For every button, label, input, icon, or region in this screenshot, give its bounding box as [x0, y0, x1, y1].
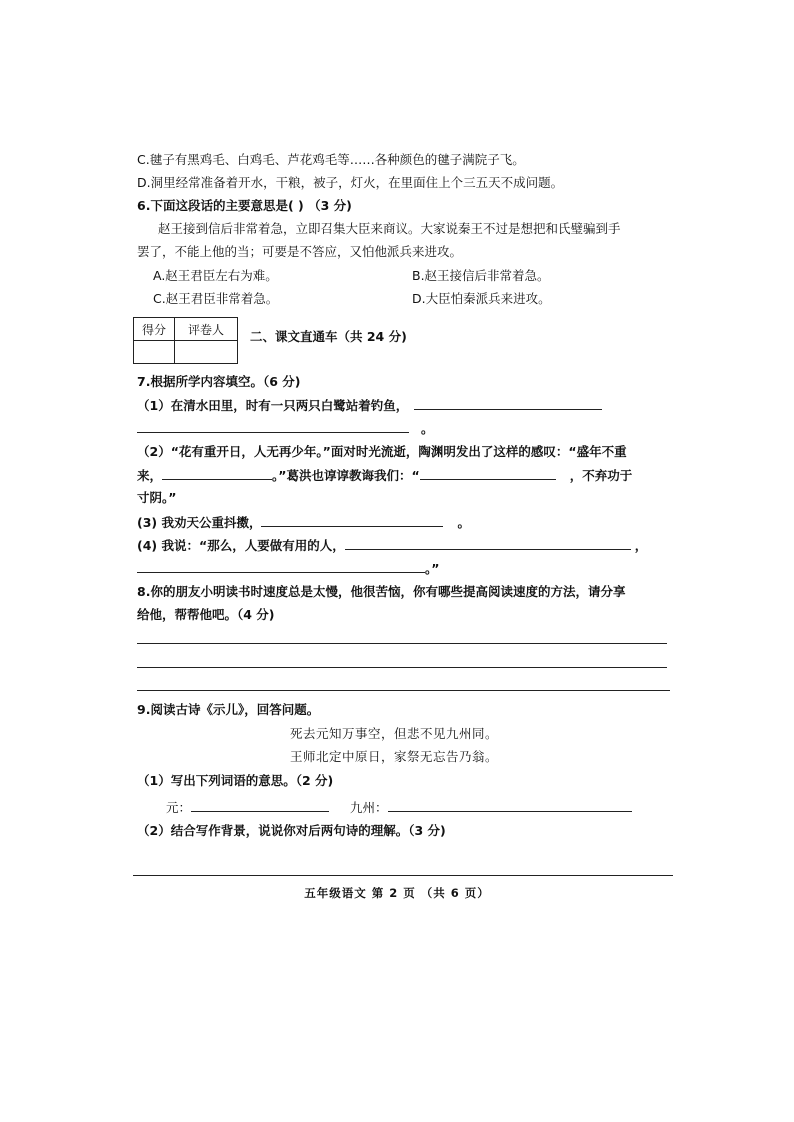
q6-option-c: C.赵王君臣非常着急。: [153, 291, 279, 306]
score-label: 得分: [134, 318, 175, 341]
q6-option-b: B.赵王接信后非常着急。: [412, 268, 550, 283]
q8-stem-line-2: 给他，帮帮他吧。（4 分): [137, 607, 275, 622]
q5-option-c: C.毽子有黑鸡毛、白鸡毛、芦花鸡毛等……各种颜色的毽子满院子飞。: [137, 152, 525, 167]
q7-sentence-2: （2）“花有重开日，人无再少年。”面对时光流逝，陶渊明发出了这样的感叹：“盛年不重: [137, 444, 627, 459]
section-title: 二、课文直通车（共 24 分): [250, 329, 407, 344]
q7-blank-1a[interactable]: [414, 396, 602, 410]
q6-passage-line-1: 赵王接到信后非常着急，立即召集大臣来商议。大家说秦王不过是想把和氏璧骗到手: [158, 221, 621, 236]
q9-sub-1: （1）写出下列词语的意思。（2 分): [137, 773, 334, 788]
q7-sentence-3: (3) 我劝天公重抖擞， 。: [137, 515, 470, 530]
q7-sentence-4-cont: 。”: [137, 559, 439, 578]
score-box: [133, 317, 238, 364]
q7-stem: 7.根据所学内容填空。（6 分): [137, 374, 301, 389]
q9-sub-2: （2）结合写作背景，说说你对后两句诗的理解。（3 分): [137, 823, 446, 838]
q7-sentence-4: (4) 我说：“那么，人要做有用的人， ，: [137, 538, 648, 553]
q9-word-yuan: 元：: [166, 798, 329, 817]
q8-stem-line-1: 8.你的朋友小明读书时速度总是太慢，他很苦恼，你有哪些提高阅读速度的方法，请分享: [137, 584, 626, 599]
q6-option-d: D.大臣怕秦派兵来进攻。: [412, 291, 551, 306]
poem-line-1: 死去元知万事空，但悲不见九州同。: [290, 726, 499, 741]
q6-passage-line-2: 罢了，不能上他的当；可要是不答应，又怕他派兵来进攻。: [137, 244, 463, 259]
q9-word-jiuzhou: 九州：: [350, 798, 632, 817]
q7-blank-1b[interactable]: [137, 419, 409, 433]
q7-blank-2b[interactable]: [420, 466, 556, 480]
q7-blank-3[interactable]: [261, 513, 443, 527]
q8-answer-line-3[interactable]: [137, 690, 670, 691]
q8-answer-line-1[interactable]: [137, 643, 667, 644]
q5-option-d: D.洞里经常准备着开水，干粮，被子，灯火，在里面住上个三五天不成问题。: [137, 175, 564, 190]
poem-line-2: 王师北定中原日，家祭无忘告乃翁。: [290, 749, 499, 764]
q7-sentence-2-cont: 来， 。”葛洪也谆谆教诲我们：“ ，不弃功于: [137, 468, 633, 483]
score-cell[interactable]: [134, 341, 175, 364]
q7-blank-4a[interactable]: [345, 536, 631, 550]
q7-sentence-2-end: 寸阴。”: [137, 490, 177, 505]
grader-cell[interactable]: [175, 341, 238, 364]
q7-sentence-1: （1）在清水田里，时有一只两只白鹭站着钓鱼，: [137, 396, 602, 415]
q6-stem: 6.下面这段话的主要意思是( ) （3 分): [137, 198, 352, 213]
q9-stem: 9.阅读古诗《示儿》，回答问题。: [137, 702, 320, 717]
footer-divider: [133, 875, 673, 876]
q7-sentence-1-cont: 。: [137, 419, 434, 438]
q7-blank-2a[interactable]: [162, 466, 272, 480]
q9-blank-jiuzhou[interactable]: [388, 798, 632, 812]
q7-blank-4b[interactable]: [137, 559, 425, 573]
q8-answer-line-2[interactable]: [137, 667, 667, 668]
grader-label: 评卷人: [175, 318, 238, 341]
q6-option-a: A.赵王君臣左右为难。: [153, 268, 278, 283]
q9-blank-yuan[interactable]: [191, 798, 329, 812]
page-footer: 五年级语文 第 2 页 （共 6 页）: [304, 886, 490, 900]
